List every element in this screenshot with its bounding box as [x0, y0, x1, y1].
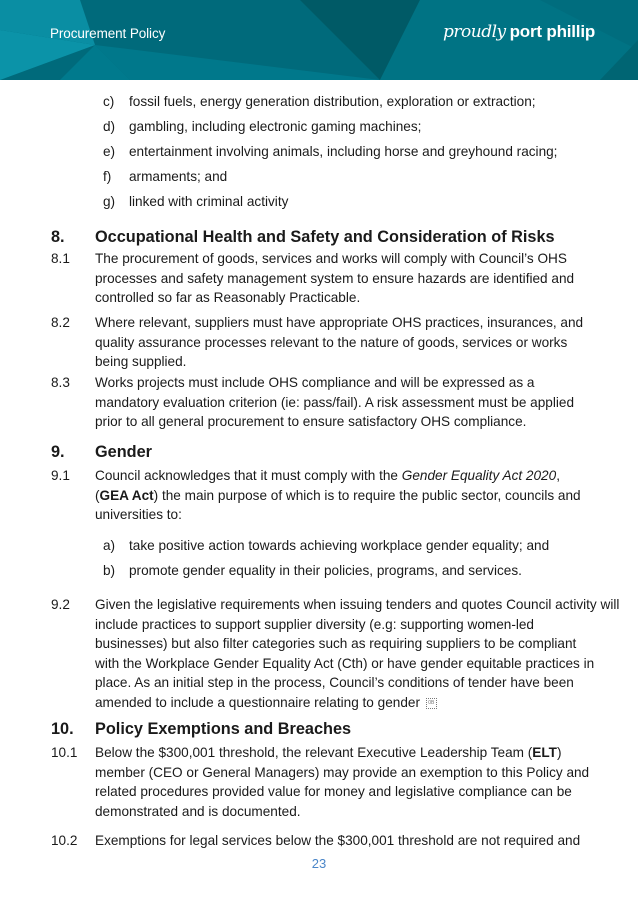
list-text: entertainment involving animals, including horse and greyhound racing;	[129, 144, 558, 159]
clause-number: 8.3	[51, 375, 70, 390]
clause-line: with the Workplace Gender Equality Act (Cth) or have gender equitable practices in	[95, 655, 595, 671]
clause-line: quality assurance processes relevant to the nature of goods, services or works	[95, 334, 568, 350]
page-header	[0, 0, 638, 80]
clause-line: related procedures provided value for money and legislative compliance can be	[95, 784, 572, 800]
list-label: c)	[103, 94, 115, 109]
clause-line: processes and safety management system to ensure hazards are identified and	[95, 270, 575, 286]
section-title: Policy Exemptions and Breaches	[95, 720, 352, 738]
clause-line: member (CEO or General Managers) may provide an exemption to this Policy and	[95, 764, 590, 780]
clause-number: 9.1	[51, 468, 70, 483]
clause-number: 10.2	[51, 833, 78, 848]
list-label: e)	[103, 144, 116, 159]
section-number: 9.	[51, 443, 65, 461]
list-text: promote gender equality in their policies, programs, and services.	[129, 563, 522, 578]
text-run: )	[556, 745, 562, 760]
clause-number: 10.1	[51, 745, 78, 760]
list-text: fossil fuels, energy generation distribution, exploration or extraction;	[129, 94, 536, 109]
section-title: Occupational Health and Safety and Consideration of Risks	[95, 228, 555, 246]
defined-term-bold: ELT	[532, 745, 557, 760]
clause-line: mandatory evaluation criterion (ie: pass/fail). A risk assessment must be applied	[95, 394, 575, 410]
section-number: 8.	[51, 228, 65, 246]
clause-number: 8.2	[51, 315, 70, 330]
clause-line: Works projects must include OHS compliance and will be expressed as a	[95, 375, 535, 390]
clause-line	[95, 466, 615, 486]
page-number: 23	[311, 856, 327, 871]
clause-line: include practices to support supplier diversity (e.g: supporting women-led	[95, 616, 534, 632]
text-run: Council acknowledges that it must comply with the	[95, 468, 402, 483]
list-label: f)	[103, 169, 112, 184]
section-title: Gender	[95, 443, 153, 461]
clause-line: universities to:	[95, 507, 182, 523]
list-text: gambling, including electronic gaming machines;	[129, 119, 422, 134]
text-run: Below the $300,001 threshold, the relevant Executive Leadership Team (	[95, 745, 533, 760]
list-text: take positive action towards achieving workplace gender equality; and	[129, 538, 550, 553]
clause-line: prior to all general procurement to ensure satisfactory OHS compliance.	[95, 414, 527, 430]
clause-line: businesses) but also filter categories such as requiring suppliers to be compliant	[95, 636, 577, 652]
document-title: Procurement Policy	[50, 26, 166, 41]
clause-line: place. As an initial step in the process, Council’s conditions of tender have been	[95, 675, 574, 691]
text-run: ) the main purpose of which is to require the public sector, councils and	[153, 487, 581, 503]
list-text: linked with criminal activity	[129, 194, 289, 209]
clause-line: demonstrated and is documented.	[95, 803, 301, 819]
clause-line: Given the legislative requirements when issuing tenders and quotes Council activity will	[95, 597, 620, 612]
clause-line: Exemptions for legal services below the $300,001 threshold are not required and	[95, 833, 581, 848]
section-number: 10.	[51, 720, 74, 738]
text-run: amended to include a questionnaire relating to gender	[95, 694, 420, 710]
clause-line: Where relevant, suppliers must have appropriate OHS practices, insurances, and	[95, 315, 584, 330]
clause-line	[95, 693, 615, 713]
list-label: d)	[103, 119, 116, 134]
defined-term-bold: GEA Act	[99, 487, 154, 503]
clause-line	[95, 486, 615, 506]
list-label: g)	[103, 194, 116, 209]
clause-line: The procurement of goods, services and works will comply with Council’s OHS	[95, 251, 567, 266]
list-label: a)	[103, 538, 116, 553]
text-run: ,	[556, 468, 560, 483]
list-label: b)	[103, 563, 116, 578]
list-text: armaments; and	[129, 169, 228, 184]
clause-number: 8.1	[51, 251, 70, 266]
clause-line: controlled so far as Reasonably Practicable.	[95, 290, 361, 306]
clause-line	[95, 743, 615, 763]
logo-brand-text: port phillip	[509, 22, 596, 41]
object-placeholder-icon: 0B	[426, 698, 437, 709]
text-run: (	[95, 487, 100, 503]
logo-script-text: proudly	[443, 22, 506, 42]
clause-line: being supplied.	[95, 354, 187, 370]
clause-number: 9.2	[51, 597, 70, 612]
act-name-italic: Gender Equality Act 2020	[401, 468, 557, 483]
brand-logo	[443, 22, 595, 42]
